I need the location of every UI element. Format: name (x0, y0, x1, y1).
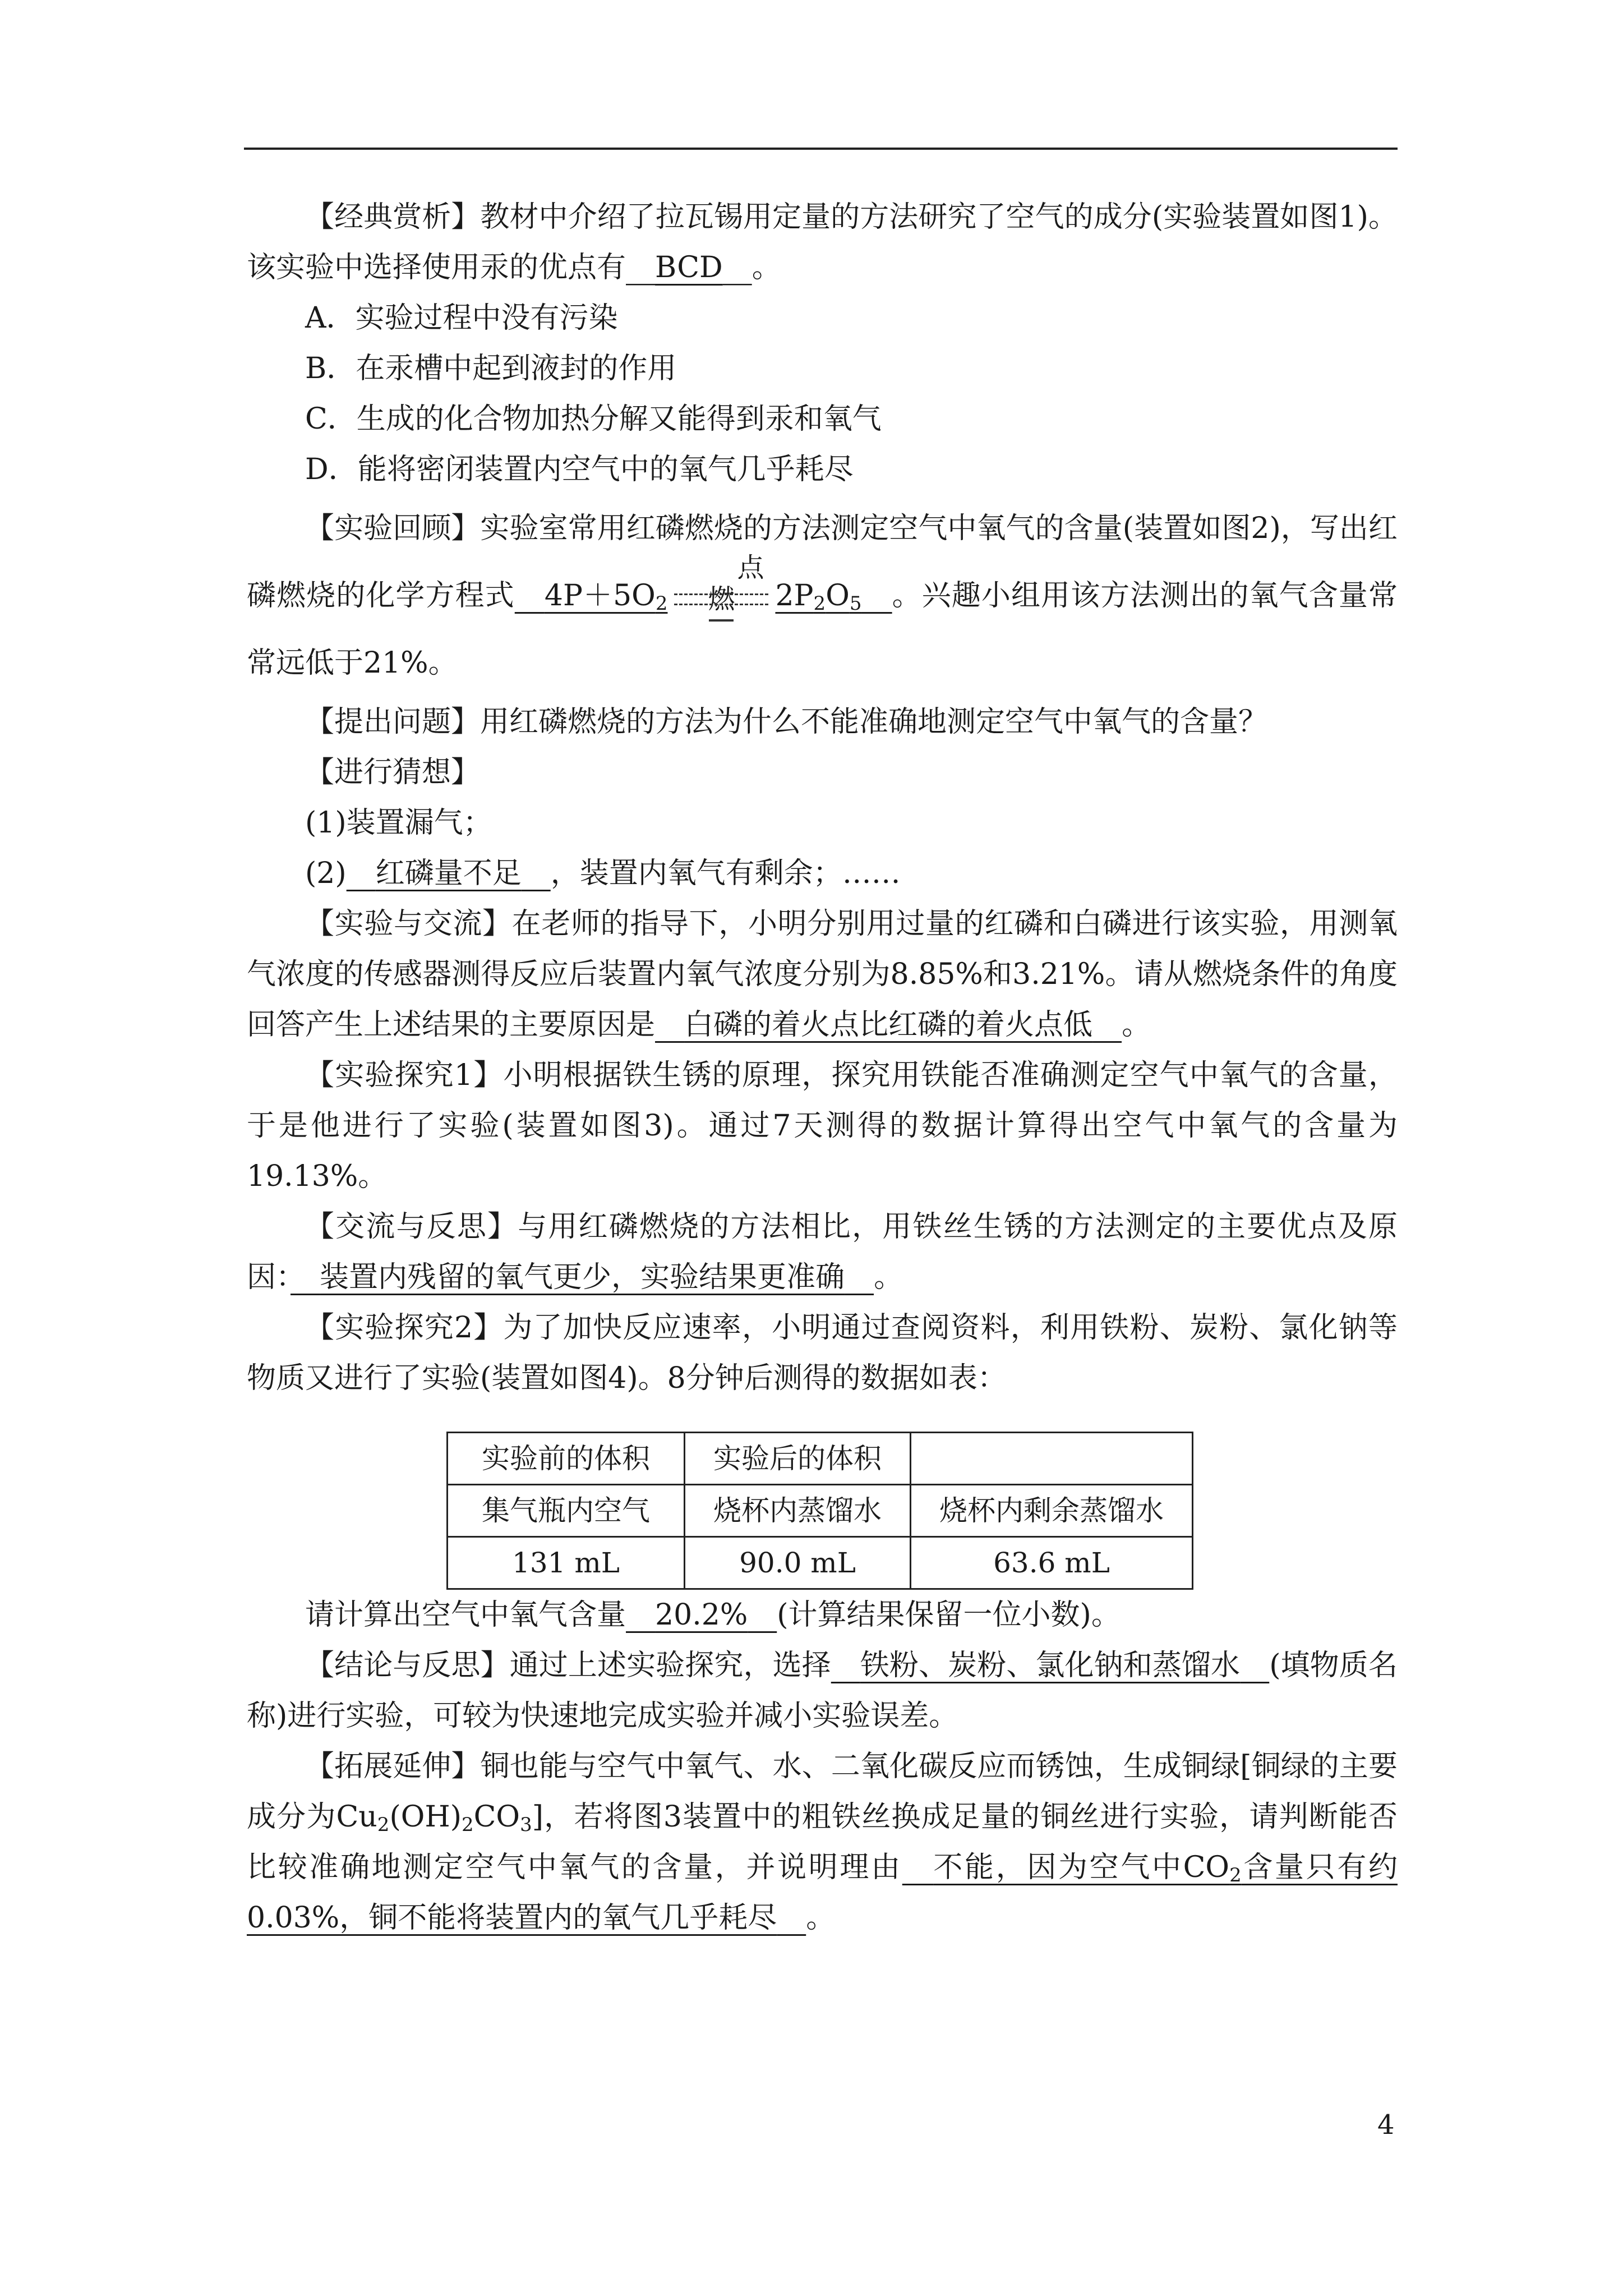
reflect-paragraph (247, 1202, 1398, 1303)
equation-right: 2P (775, 579, 814, 613)
reaction-condition-arrow (671, 551, 772, 615)
paragraph-text: 与用红磷燃烧的方法相比，用铁丝生锈的方法测定的主要优点及原因： (247, 1210, 1398, 1294)
subscript: 2 (462, 1814, 474, 1836)
paragraph-text: 小明根据铁生锈的原理，探究用铁能否准确测定空气中氧气的含量，于是他进行了实验(装置如图3)。通过7天测得的数据计算得出空气中氧气的含量为19.13%。 (247, 1059, 1398, 1193)
page-number: 4 (1377, 2109, 1395, 2141)
answer-blank (626, 1598, 777, 1632)
subscript: 2 (377, 1814, 390, 1836)
answer-blank (347, 857, 551, 890)
paragraph-text: (填物质名称)进行实验，可较为快速地完成实验并减小实验误差。 (247, 1649, 1398, 1733)
answer-text: 不能，因为空气中CO (933, 1851, 1230, 1884)
reaction-condition: 点燃 (708, 551, 764, 615)
section-tag: 【实验探究1】 (305, 1059, 504, 1092)
explore2-paragraph (247, 1303, 1398, 1404)
section-tag: 【拓展延伸】 (305, 1750, 481, 1783)
item-number: (2) (305, 857, 347, 890)
table-row (448, 1537, 1193, 1589)
paragraph-text: 。兴趣小组用该方法测出的氧气含量常常远低于21%。 (247, 579, 1398, 680)
guess-heading: 【进行猜想】 (305, 756, 481, 789)
subscript: 3 (520, 1814, 532, 1836)
section-tag: 【经典赏析】 (305, 200, 481, 234)
paragraph-text: 在老师的指导下，小明分别用过量的红磷和白磷进行该实验，用测氧气浓度的传感器测得反应后装置内氧气浓度分别为8.85%和3.21%。请从燃烧条件的角度回答产生上述结果的主要原因是 (247, 907, 1398, 1042)
review-paragraph (247, 495, 1398, 697)
extend-paragraph (247, 1741, 1398, 1943)
question-paragraph (247, 697, 1398, 747)
equation-left: 4P＋5O (544, 579, 656, 613)
section-tag: 【实验与交流】 (305, 907, 512, 941)
paragraph-text: 铜也能与空气中氧气、水、二氧化碳反应而锈蚀，生成铜绿[铜绿的主要成分为Cu (247, 1750, 1398, 1834)
paragraph-text: CO (473, 1800, 520, 1834)
arrow-line-top (674, 593, 768, 595)
subscript: 2 (1229, 1864, 1242, 1887)
exchange-paragraph (247, 899, 1398, 1050)
answer-blank (291, 1260, 874, 1294)
section-tag: 【提出问题】 (305, 705, 481, 739)
guess-item-1: (1)装置漏气； (305, 806, 492, 840)
header-rule (244, 148, 1398, 150)
answer-text: 白磷的着火点比红磷的着火点低 (684, 1008, 1093, 1042)
section-tag: 【结论与反思】 (305, 1649, 510, 1682)
paragraph-text: (计算结果保留一位小数)。 (777, 1598, 1121, 1632)
punctuation: 。 (806, 1901, 836, 1935)
table-row (448, 1433, 1193, 1485)
table-cell: 90.0 mL (685, 1537, 911, 1589)
punctuation: 。 (874, 1260, 903, 1294)
explore1-paragraph (247, 1050, 1398, 1202)
subscript: 2 (813, 592, 826, 615)
punctuation: 。 (1122, 1008, 1151, 1042)
table-cell: 实验后的体积 (685, 1433, 911, 1485)
guess-item-2 (247, 848, 1398, 899)
paragraph-text: 教材中介绍了拉瓦锡用定量的方法研究了空气的成分(实验装置如图1)。该实验中选择使用汞的优点有 (247, 200, 1398, 284)
calc-paragraph (247, 1590, 1398, 1640)
answer-text: 装置内残留的氧气更少，实验结果更准确 (320, 1260, 845, 1294)
answer-text: 铁粉、炭粉、氯化钠和蒸馏水 (860, 1649, 1241, 1682)
answer-blank (626, 251, 752, 284)
punctuation: 。 (751, 251, 781, 284)
table-cell: 烧杯内剩余蒸馏水 (911, 1485, 1193, 1537)
paragraph-text: 为了加快反应速率，小明通过查阅资料，利用铁粉、炭粉、氯化钠等物质又进行了实验(装置如图4)。8分钟后测得的数据如表： (247, 1311, 1398, 1395)
table-cell: 131 mL (448, 1537, 685, 1589)
equation-right-blank (775, 579, 892, 613)
paragraph-text: ，装置内氧气有剩余；…… (550, 857, 901, 890)
paragraph-text: ]，若将图3装置中的粗铁丝换成足量的铜丝进行实验，请判断能否比较准确地测定空气中氧气的含量，并说明理由 (247, 1800, 1398, 1884)
table-cell: 集气瓶内空气 (448, 1485, 685, 1537)
paragraph-text: 实验室常用红磷燃烧的方法测定空气中氧气的含量(装置如图2)，写出红磷燃烧的化学方程式 (247, 512, 1398, 613)
option-b: B．在汞槽中起到液封的作用 (305, 352, 677, 385)
table-cell: 烧杯内蒸馏水 (685, 1485, 911, 1537)
table-row (448, 1485, 1193, 1537)
arrow-bar (709, 619, 734, 622)
section-tag: 【实验探究2】 (305, 1311, 504, 1345)
option-c: C．生成的化合物加热分解又能得到汞和氧气 (305, 402, 882, 436)
subscript: 5 (849, 592, 862, 615)
paragraph-text: 用红磷燃烧的方法为什么不能准确地测定空气中氧气的含量？ (480, 705, 1268, 739)
answer-text: 含量只有约0.03%，铜不能将装置内的氧气几乎耗尽 (247, 1851, 1398, 1935)
paragraph-text: 通过上述实验探究，选择 (509, 1649, 831, 1682)
paragraph-text: 请计算出空气中氧气含量 (305, 1598, 626, 1632)
data-table (446, 1432, 1193, 1590)
paragraph-text: (OH) (389, 1800, 462, 1834)
equation-right-mid: O (826, 579, 850, 613)
answer-text: 红磷量不足 (375, 857, 522, 890)
section-tag: 【实验回顾】 (305, 512, 481, 545)
answer-blank (655, 1008, 1122, 1042)
section-tag: 【交流与反思】 (305, 1210, 518, 1244)
subscript: 2 (655, 592, 668, 615)
table-cell: 63.6 mL (911, 1537, 1193, 1589)
table-cell: 实验前的体积 (448, 1433, 685, 1485)
answer-text: BCD (655, 251, 723, 284)
arrow-line-bottom (674, 604, 768, 605)
equation-left-blank (515, 579, 668, 613)
table-cell (911, 1433, 1193, 1485)
option-d: D．能将密闭装置内空气中的氧气几乎耗尽 (305, 453, 854, 486)
conclusion-paragraph (247, 1640, 1398, 1741)
option-a: A．实验过程中没有污染 (305, 301, 618, 335)
answer-blank (831, 1649, 1270, 1682)
classic-paragraph (247, 192, 1398, 293)
document-body (247, 192, 1398, 1943)
answer-text: 20.2% (655, 1598, 748, 1632)
